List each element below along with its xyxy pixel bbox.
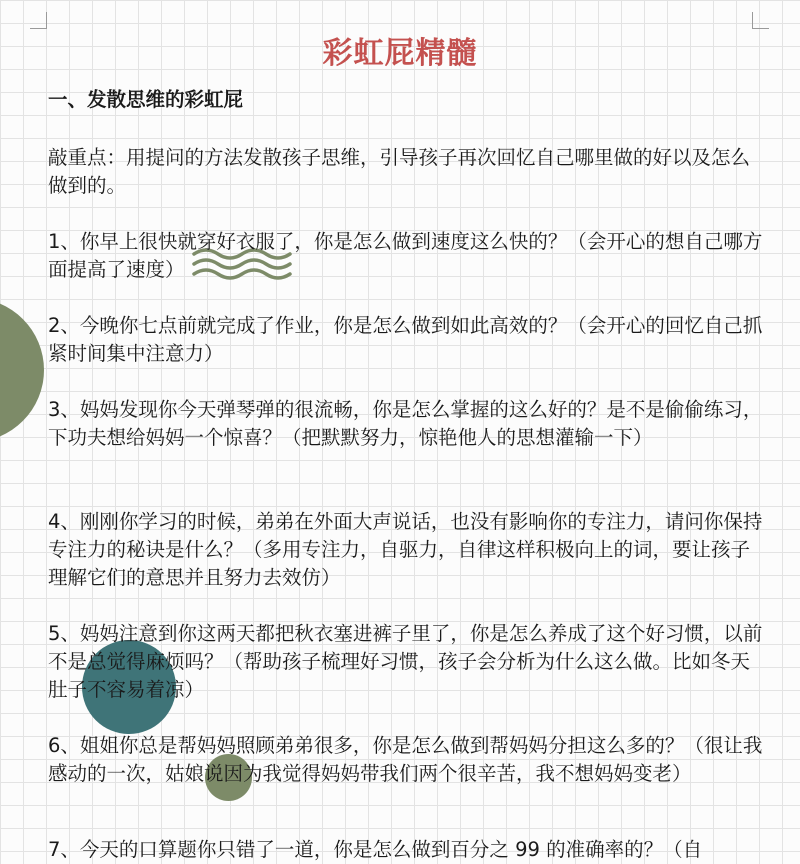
page-title: 彩虹屁精髓 xyxy=(322,36,478,71)
list-item: 2、今晚你七点前就完成了作业，你是怎么做到如此高效的？（会开心的回忆自己抓紧时间集中注意力） xyxy=(48,314,763,365)
list-item: 4、刚刚你学习的时候，弟弟在外面大声说话，也没有影响你的专注力，请问你保持专注力的秘诀是什么？（多用专注力，自驱力，自律这样积极向上的词，要让孩子理解它们的意思并且努力去效仿） xyxy=(48,510,763,589)
list-item: 6、姐姐你总是帮妈妈照顾弟弟很多，你是怎么做到帮妈妈分担这么多的？（很让我感动的一次，姑娘说因为我觉得妈妈带我们两个很辛苦，我不想妈妈变老） xyxy=(48,734,763,785)
list-item: 1、你早上很快就穿好衣服了，你是怎么做到速度这么快的？（会开心的想自己哪方面提高了速度） xyxy=(48,230,763,281)
list-item-partial: 7、今天的口算题你只错了一道，你是怎么做到百分之 99 的准确率的？（自 xyxy=(48,838,703,861)
section-heading: 一、发散思维的彩虹屁 xyxy=(48,88,244,111)
list-item: 5、妈妈注意到你这两天都把秋衣塞进裤子里了，你是怎么养成了这个好习惯，以前不是总觉得麻烦吗？（帮助孩子梳理好习惯，孩子会分析为什么这么做。比如冬天肚子不容易着凉） xyxy=(48,622,763,701)
key-point-paragraph: 敲重点：用提问的方法发散孩子思维，引导孩子再次回忆自己哪里做的好以及怎么做到的。 xyxy=(48,146,751,197)
list-item: 3、妈妈发现你今天弹琴弹的很流畅，你是怎么掌握的这么好的？是不是偷偷练习，下功夫想给妈妈一个惊喜？（把默默努力，惊艳他人的思想灌输一下） xyxy=(48,398,763,449)
